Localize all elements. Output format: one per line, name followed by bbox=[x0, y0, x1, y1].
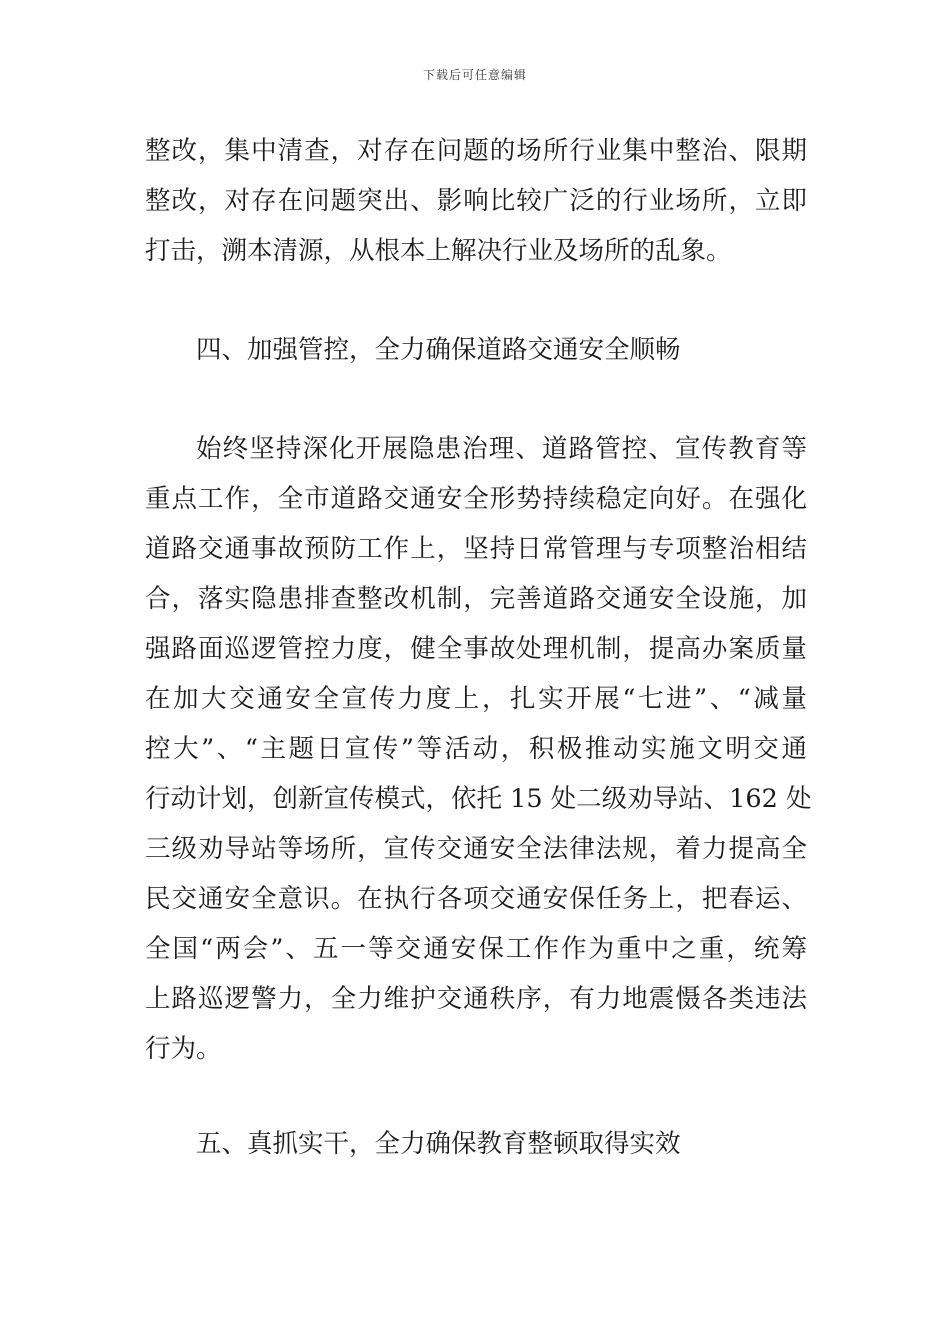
text-line: 民交通安全意识。在执行各项交通安保任务上，把春运、 bbox=[145, 884, 807, 914]
section-heading-5: 五、真抓实干，全力确保教育整顿取得实效 bbox=[196, 1129, 681, 1159]
text-line: 行动计划，创新宣传模式，依托 15 处二级劝导站、162 处 bbox=[145, 784, 812, 814]
page-header-note: 下载后可任意编辑 bbox=[422, 68, 527, 82]
text-line: 控大”、“主题日宣传”等活动，积极推动实施文明交通 bbox=[145, 734, 807, 764]
text-line: 始终坚持深化开展隐患治理、道路管控、宣传教育等 bbox=[196, 434, 807, 464]
text-line: 整改，对存在问题突出、影响比较广泛的行业场所，立即 bbox=[145, 186, 807, 216]
text-line: 在加大交通安全宣传力度上，扎实开展“七进”、“减量 bbox=[145, 684, 807, 714]
text-line: 整改，集中清查，对存在问题的场所行业集中整治、限期 bbox=[145, 136, 807, 166]
section-heading-4: 四、加强管控，全力确保道路交通安全顺畅 bbox=[196, 335, 681, 365]
text-line: 上路巡逻警力，全力维护交通秩序，有力地震慑各类违法 bbox=[145, 984, 807, 1014]
text-line: 强路面巡逻管控力度，健全事故处理机制，提高办案质量 bbox=[145, 634, 807, 664]
text-line: 打击，溯本清源，从根本上解决行业及场所的乱象。 bbox=[145, 236, 732, 266]
text-line: 道路交通事故预防工作上，坚持日常管理与专项整治相结 bbox=[145, 534, 807, 564]
paragraph-continued bbox=[145, 126, 807, 276]
text-line: 全国“两会”、五一等交通安保工作作为重中之重，统筹 bbox=[145, 934, 807, 964]
text-line: 重点工作，全市道路交通安全形势持续稳定向好。在强化 bbox=[145, 484, 807, 514]
text-line: 合，落实隐患排查整改机制，完善道路交通安全设施，加 bbox=[145, 584, 807, 614]
paragraph-section-4 bbox=[145, 424, 812, 1074]
text-line: 行为。 bbox=[145, 1034, 222, 1064]
text-line: 三级劝导站等场所，宣传交通安全法律法规，着力提高全 bbox=[145, 834, 807, 864]
